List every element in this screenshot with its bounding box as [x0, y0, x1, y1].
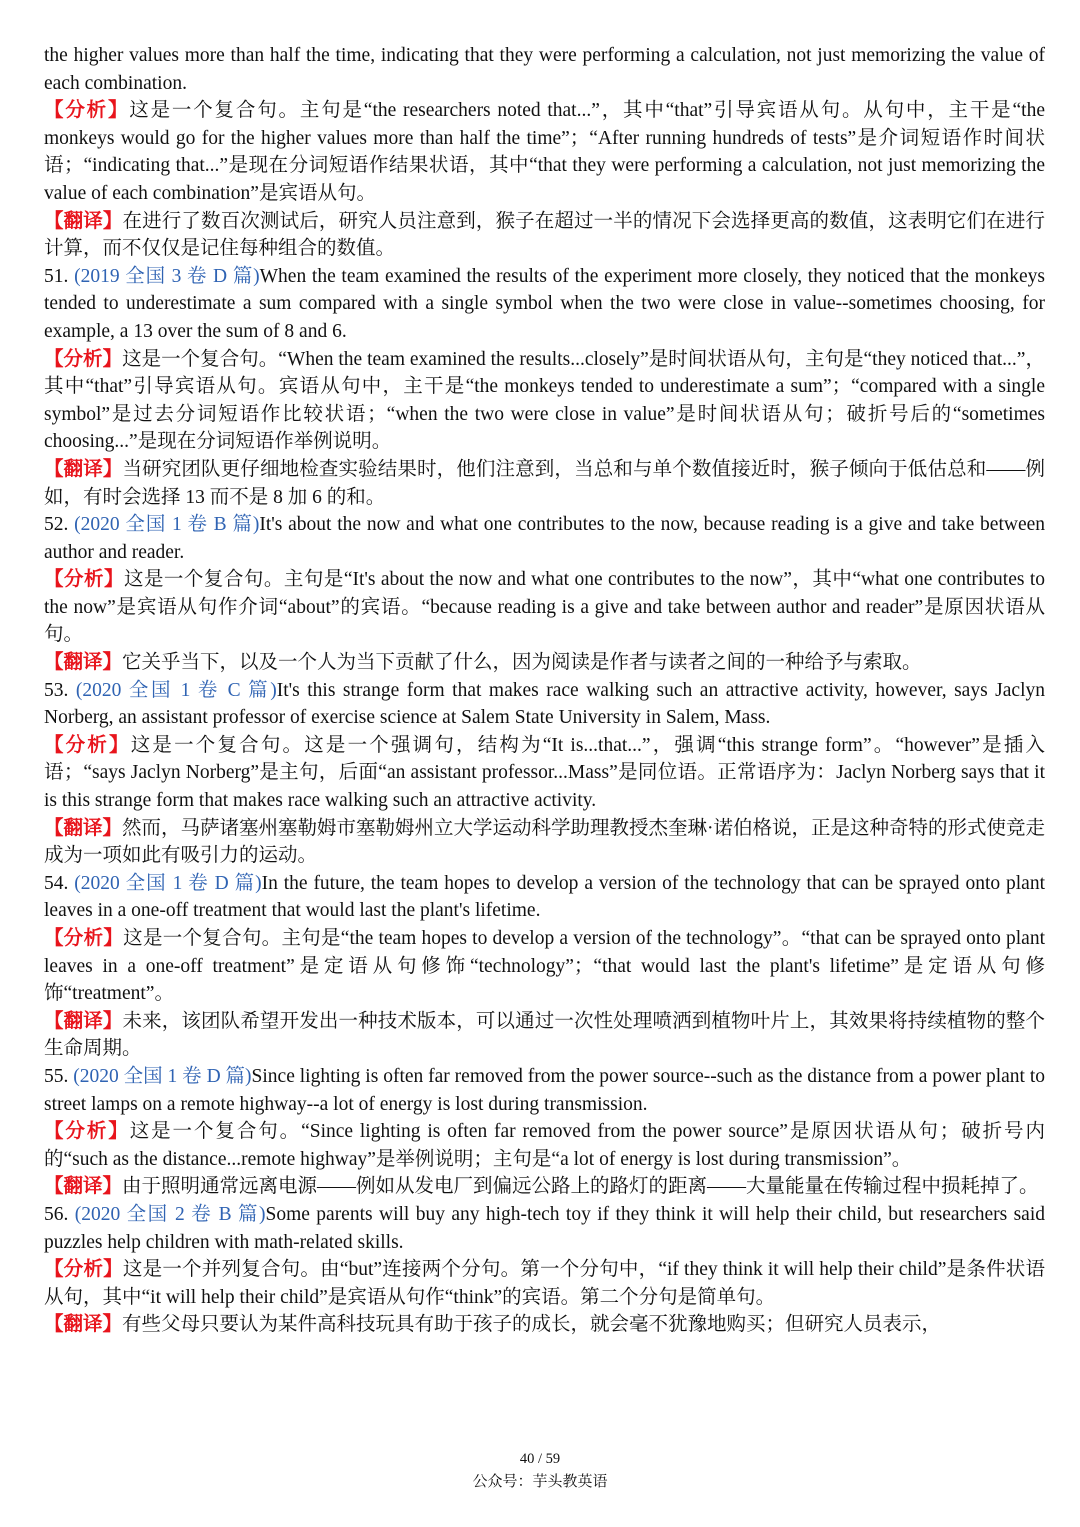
sentence-item [44, 263, 1045, 346]
item-number: 56. [44, 1203, 75, 1225]
translation-label: 【翻译】 [44, 458, 123, 480]
translation-label: 【翻译】 [44, 652, 123, 674]
translation-text: 在进行了数百次测试后，研究人员注意到，猴子在超过一半的情况下会选择更高的数值，这表明它们在进行计算，而不仅仅是记住每种组合的数值。 [44, 210, 1045, 260]
analysis-paragraph [44, 97, 1045, 207]
translation-label: 【翻译】 [44, 210, 123, 232]
sentence-item [44, 1201, 1045, 1256]
translation-paragraph [44, 1311, 1045, 1339]
analysis-label: 【分析】 [44, 734, 131, 756]
analysis-label: 【分析】 [44, 100, 130, 122]
analysis-text: 这是一个复合句。这是一个强调句，结构为“It is...that...”，强调“this strange form”。“however”是插入语；“says Jaclyn Norberg”是主句，后面“an assistant professor...Mass”是同位语。正常语序为：Jaclyn Norberg says that it is this strange form that makes race walking such an attractive activity. [44, 734, 1045, 812]
translation-text: 未来，该团队希望开发出一种技术版本，可以通过一次性处理喷洒到植物叶片上，其效果将持续植物的整个生命周期。 [44, 1010, 1045, 1060]
analysis-text: 这是一个复合句。主句是“the team hopes to develop a version of the technology”。“that can be sprayed onto plant leaves in a one-off treatment”是定语从句修饰“technology”；“that would last the plant's lifetime”是定语从句修饰“treatment”。 [44, 928, 1045, 1005]
item-number: 55. [44, 1065, 74, 1087]
analysis-text: 这是一个并列复合句。由“but”连接两个分句。第一个分句中，“if they think it will help their child”是条件状语从句，其中“it will help their child”是宾语从句作“think”的宾语。第二个分句是简单句。 [44, 1259, 1045, 1308]
analysis-paragraph [44, 1256, 1045, 1311]
sentence-item [44, 870, 1045, 925]
analysis-label: 【分析】 [44, 1121, 130, 1143]
translation-text: 它关乎当下，以及一个人为当下贡献了什么，因为阅读是作者与读者之间的一种给予与索取。 [122, 652, 922, 674]
translation-text: 然而，马萨诸塞州塞勒姆市塞勒姆州立大学运动科学助理教授杰奎琳·诺伯格说，正是这种奇特的形式使竞走成为一项如此有吸引力的运动。 [44, 817, 1046, 867]
translation-text: 当研究团队更仔细地检查实验结果时，他们注意到，当总和与单个数值接近时，猴子倾向于低估总和——例如，有时会选择 13 而不是 8 加 6 的和。 [44, 458, 1045, 508]
translation-paragraph [44, 649, 1045, 677]
analysis-label: 【分析】 [44, 1259, 123, 1281]
item-number: 53. [44, 679, 76, 701]
source-reference: (2019 全国 3 卷 D 篇) [74, 265, 260, 287]
analysis-paragraph [44, 346, 1045, 456]
analysis-label: 【分析】 [44, 928, 124, 949]
analysis-paragraph [44, 732, 1045, 815]
item-sentence: Since lighting is often far removed from the power source--such as the distance from a power plant to street lamps on a remote highway--a lot of energy is lost during transmission. [44, 1065, 1045, 1115]
translation-paragraph [44, 1008, 1045, 1063]
item-sentence: Some parents will buy any high-tech toy if they think it will help their child, but researchers said puzzles help children with math-related skills. [44, 1203, 1045, 1253]
source-reference: (2020 全国 1 卷 B 篇) [74, 514, 260, 536]
source-reference: (2020 全国 1 卷 D 篇) [73, 1065, 252, 1087]
page-number: 40 / 59 [519, 1451, 561, 1467]
analysis-text: 这是一个复合句。“When the team examined the results...closely”是时间状语从句，主句是“they noticed that...”，其中“that”引导宾语从句。宾语从句中，主干是“the monkeys tended to underestimate a sum”；“compared with a single symbol”是过去分词短语作比较状语；“when the two were close in value”是时间状语从句；破折号后的“sometimes choosing...”是现在分词短语作举例说明。 [44, 348, 1045, 453]
sentence-item [44, 1063, 1045, 1118]
source-reference: (2020 全国 1 卷 C 篇) [75, 679, 277, 701]
analysis-label: 【分析】 [44, 569, 124, 591]
item-number: 51. [44, 265, 75, 287]
analysis-text: 这是一个复合句。主句是“It's about the now and what one contributes to the now”，其中“what one contributes to the now”是宾语从句作介词“about”的宾语。“because reading is a give and take between author and reader”是原因状语从句。 [44, 569, 1045, 646]
translation-label: 【翻译】 [44, 1176, 123, 1198]
analysis-paragraph [44, 566, 1045, 649]
item-sentence: When the team examined the results of the experiment more closely, they noticed that the monkeys tended to underestimate a sum compared with a single symbol when the two were close in value--sometimes choosing, for example, a 13 over the sum of 8 and 6. [44, 265, 1046, 342]
translation-label: 【翻译】 [44, 817, 123, 839]
source-reference: (2020 全国 1 卷 D 篇) [74, 872, 262, 894]
sentence-item [44, 677, 1045, 732]
translation-text: 由于照明通常远离电源——例如从发电厂到偏远公路上的路灯的距离——大量能量在传输过程中损耗掉了。 [122, 1176, 1039, 1198]
item-sentence: In the future, the team hopes to develop a version of the technology that can be sprayed onto plant leaves in a one-off treatment that would last the plant's lifetime. [44, 872, 1045, 922]
translation-paragraph [44, 1173, 1045, 1201]
translation-paragraph [44, 456, 1045, 511]
analysis-paragraph [44, 925, 1045, 1008]
source-reference: (2020 全国 2 卷 B 篇) [74, 1203, 266, 1225]
sentence-item [44, 511, 1045, 566]
item-number: 54. [44, 872, 75, 894]
item-number: 52. [44, 514, 75, 536]
translation-paragraph [44, 208, 1045, 263]
translation-label: 【翻译】 [44, 1010, 123, 1032]
footer-source: 公众号：芋头教英语 [472, 1474, 608, 1490]
document-body [44, 42, 1045, 1339]
translation-label: 【翻译】 [44, 1314, 123, 1336]
continued-sentence: the higher values more than half the time, indicating that they were performing a calculation, not just memorizing the value of each combination. [44, 45, 1045, 94]
translation-paragraph [44, 815, 1045, 870]
translation-text: 有些父母只要认为某件高科技玩具有助于孩子的成长，就会毫不犹豫地购买；但研究人员表示， [122, 1314, 942, 1336]
item-sentence: It's this strange form that makes race walking such an attractive activity, however, says Jaclyn Norberg, an assistant professor of exercise science at Salem State University in Salem, Mass. [44, 679, 1045, 729]
analysis-paragraph [44, 1118, 1045, 1173]
analysis-text: 这是一个复合句。“Since lighting is often far removed from the power source”是原因状语从句；破折号内的“such as the distance...remote highway”是举例说明；主句是“a lot of energy is lost during transmission”。 [44, 1121, 1045, 1170]
analysis-label: 【分析】 [44, 348, 123, 370]
item-sentence: It's about the now and what one contributes to the now, because reading is a give and take between author and reader. [44, 514, 1046, 563]
analysis-text: 这是一个复合句。主句是“the researchers noted that...”，其中“that”引导宾语从句。从句中，主干是“the monkeys would go for the higher values more than half the time”；“After running hundreds of tests”是介词短语作时间状语；“indicating that...”是现在分词短语作结果状语，其中“that they were performing a calculation, not just memorizing the value of each combination”是宾语从句。 [44, 100, 1045, 204]
